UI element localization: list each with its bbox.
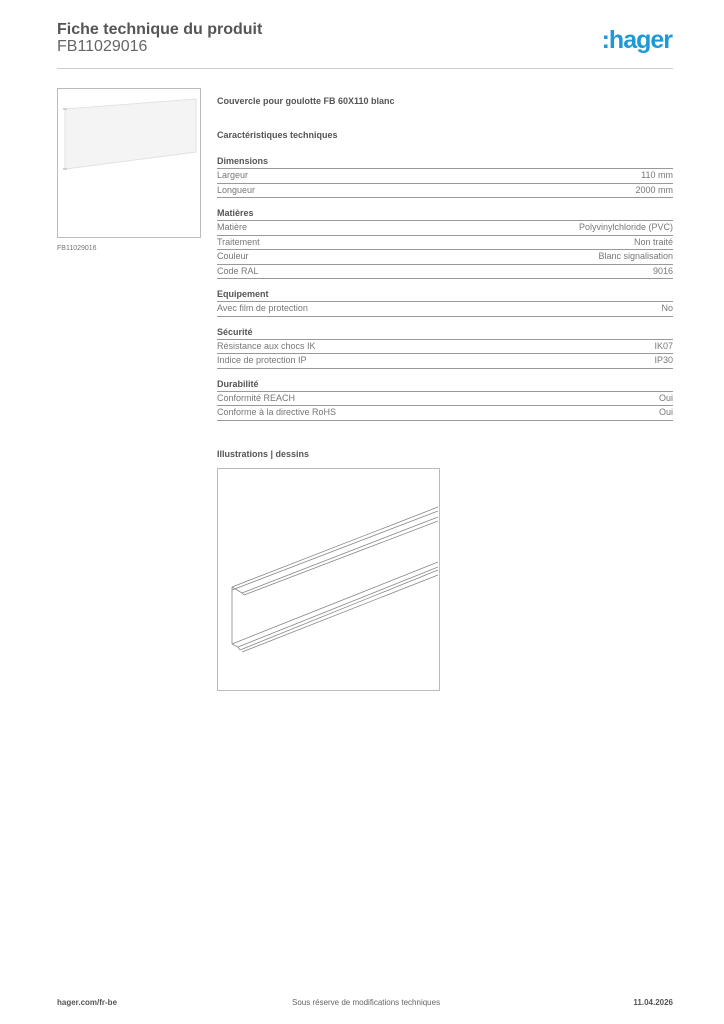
spec-value: Blanc signalisation [598,251,673,261]
footer-disclaimer: Sous réserve de modifications techniques [292,998,441,1007]
spec-row [217,250,673,265]
spec-label: Longueur [217,184,256,195]
spec-label: Indice de protection IP [217,355,307,365]
spec-row [217,236,673,251]
product-image [57,88,201,238]
spec-label: Résistance aux chocs IK [217,340,316,351]
spec-section [217,379,673,421]
spec-value: IP30 [654,355,673,365]
spec-label: Code RAL [217,265,259,276]
section-header: Sécurité [217,327,673,340]
product-code: FB11029016 [57,38,148,55]
spec-row [217,340,673,355]
footer-date: 11.04.2026 [633,998,673,1007]
spec-value: 9016 [652,265,673,276]
spec-label: Largeur [217,170,249,180]
hager-logo: :hager [601,26,672,54]
header-divider [57,68,673,69]
spec-value: 110 mm [641,170,673,180]
spec-value: Oui [658,392,673,403]
spec-value: Non traité [633,236,673,247]
spec-section [217,289,673,317]
spec-section [217,156,673,198]
product-name: Couvercle pour goulotte FB 60X110 blanc [217,96,395,106]
spec-value: 2000 mm [635,184,673,195]
spec-label: Avec film de protection [217,303,308,313]
section-header: Durabilité [217,379,673,392]
spec-section [217,208,673,279]
spec-value: No [661,303,673,313]
spec-row [217,221,673,236]
footer-website[interactable]: hager.com/fr-be [57,998,118,1007]
spec-label: Conformité REACH [217,392,296,403]
spec-row [217,265,673,280]
spec-section [217,327,673,369]
illustrations-title: Illustrations | dessins [217,449,310,459]
specs-column [217,96,673,431]
spec-label: Matière [217,222,248,232]
spec-label: Conforme à la directive RoHS [217,407,337,417]
spec-value: Oui [658,407,673,417]
illustration-drawing [217,468,440,691]
spec-row [217,406,673,421]
section-header: Equipement [217,289,673,302]
spec-label: Traitement [217,236,260,247]
spec-value: Polyvinylchloride (PVC) [578,222,673,232]
spec-label: Couleur [217,251,249,261]
spec-row [217,184,673,199]
section-header: Matières [217,208,673,221]
spec-value: IK07 [654,340,673,351]
spec-row [217,354,673,369]
image-caption: FB11029016 [57,245,97,252]
spec-row [217,302,673,317]
spec-row [217,169,673,184]
spec-row [217,392,673,407]
specs-title: Caractéristiques techniques [217,130,338,140]
section-header: Dimensions [217,156,673,169]
page-title: Fiche technique du produit [57,21,263,38]
